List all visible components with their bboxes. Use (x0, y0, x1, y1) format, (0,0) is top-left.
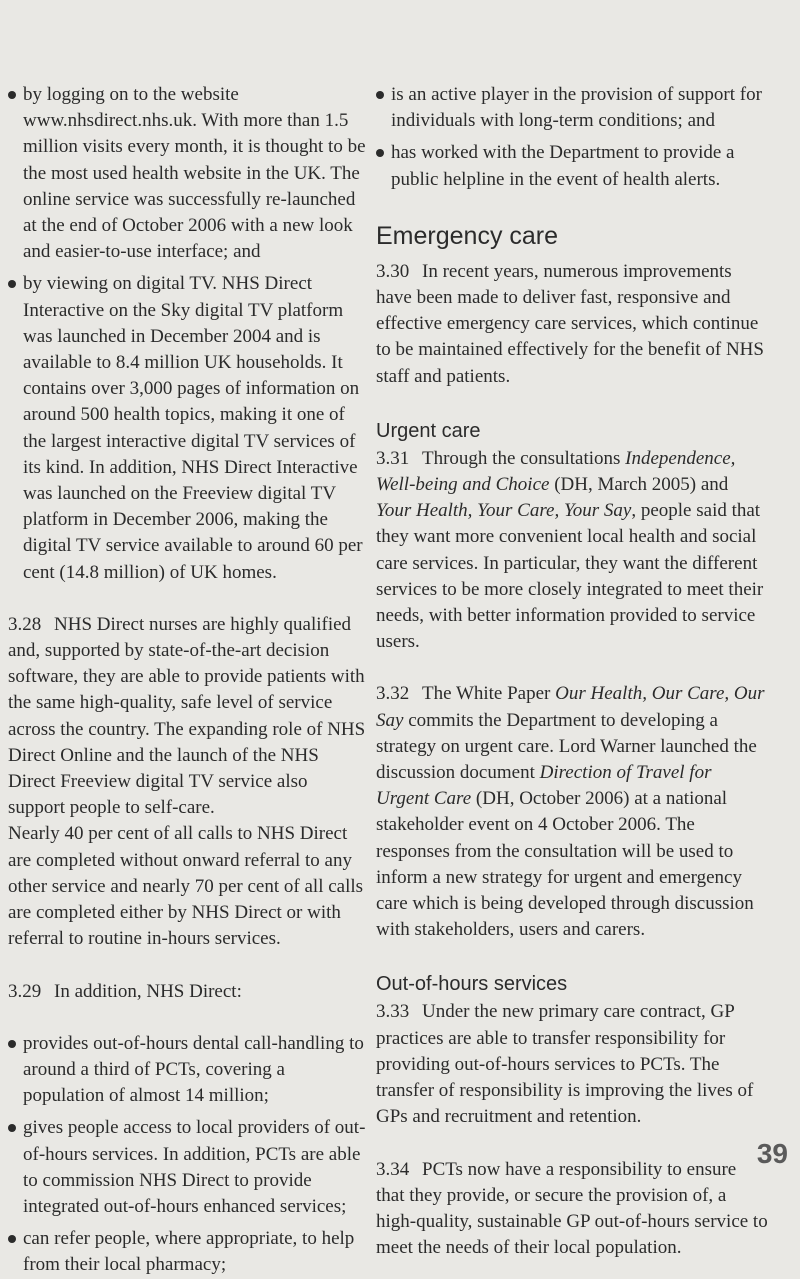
paragraph-text: , people said that they want more convenient local health and social care services. In particular, they want the different services to be more closely integrated to meet their needs, with better information provided to service users. (376, 500, 764, 653)
paragraph-3-34 (376, 1157, 768, 1262)
bullet-pharmacy (8, 1226, 368, 1278)
bullet-long-term-conditions (376, 82, 768, 134)
heading-emergency-care: Emergency care (376, 221, 559, 250)
paragraph-3-28-cont: Nearly 40 per cent of all calls to NHS Direct are completed without onward referral to any other service and nearly 70 per cent of all calls are completed either by NHS Direct or with referral to routine in-hours services. (8, 823, 364, 950)
bullet-icon (8, 280, 16, 288)
paragraph-text: Through the consultations (422, 447, 626, 469)
document-title: Your Health, Your Care, Your Say (376, 500, 632, 522)
paragraph-number: 3.30 (376, 260, 410, 282)
bullet-text: by viewing on digital TV. NHS Direct Interactive on the Sky digital TV platform was launched in December 2004 and is available to 8.4 million UK households. It contains over 3,000 pages of information on around 500 health topics, making it one of the largest interactive digital TV services of its kind. In addition, NHS Direct Interactive was launched on the Freeview digital TV platform in December 2006, making the digital TV service available to around 60 per cent (14.8 million) of UK homes. (23, 273, 363, 583)
right-column (376, 82, 768, 1261)
bullet-digital-tv (8, 271, 368, 585)
paragraph-text: commits the Department to developing a strategy on urgent care. Lord Warner launched the discussion document (376, 709, 757, 784)
paragraph-number: 3.32 (376, 683, 410, 705)
paragraph-text: Under the new primary care contract, GP practices are able to transfer responsibility for providing out-of-hours services to PCTs. The transfer of responsibility is improving the lives of GPs and recruitment and retention. (376, 1001, 754, 1128)
paragraph-3-30 (376, 259, 768, 390)
bullet-text: can refer people, where appropriate, to help from their local pharmacy; (23, 1228, 355, 1276)
paragraph-text: In recent years, numerous improvements have been made to deliver fast, responsive and effective emergency care services, which continue to be maintained effectively for the benefit of NHS staff and patients. (376, 260, 764, 387)
bullet-text: has worked with the Department to provide a public helpline in the event of health alerts. (391, 142, 735, 190)
paragraph-number: 3.29 (8, 980, 42, 1002)
bullet-text: is an active player in the provision of support for individuals with long-term conditions; and (391, 84, 762, 132)
bullet-icon (376, 91, 384, 99)
left-column (8, 82, 368, 1279)
page-number: 39 (756, 1138, 788, 1169)
bullet-icon (8, 1235, 16, 1243)
bullet-icon (8, 91, 16, 99)
paragraph-text: In addition, NHS Direct: (54, 980, 242, 1002)
document-title: Direction of Travel for Urgent Care (376, 762, 712, 810)
heading-urgent-care: Urgent care (376, 419, 481, 442)
paragraph-text: (DH, October 2006) at a national stakeholder event on 4 October 2006. The responses from the consultation will be used to inform a new strategy for urgent and emergency care which is being developed through discussion with stakeholders, users and carers. (376, 788, 754, 941)
paragraph-3-28 (8, 612, 368, 822)
paragraph-number: 3.33 (376, 1001, 410, 1023)
bullet-website (8, 82, 368, 265)
bullet-text: by logging on to the website www.nhsdirect.nhs.uk. With more than 1.5 million visits every month, it is thought to be the most used health website in the UK. The online service was successfully re-launched at the end of October 2006 with a new look and easier-to-use interface; and (23, 84, 366, 263)
heading-out-of-hours: Out-of-hours services (376, 973, 568, 996)
bullet-text: gives people access to local providers of out-of-hours services. In addition, PCTs are able to commission NHS Direct to provide integrated out-of-hours enhanced services; (23, 1117, 366, 1217)
paragraph-text: PCTs now have a responsibility to ensure that they provide, or secure the provision of, a high-quality, sustainable GP out-of-hours service to meet the needs of their local population. (376, 1158, 768, 1259)
bullet-icon (8, 1040, 16, 1048)
paragraph-3-29 (8, 979, 368, 1005)
paragraph-text: NHS Direct nurses are highly qualified and, supported by state-of-the-art decision software, they are able to provide patients with the same high-quality, safe level of service across the country. The expanding role of NHS Direct Online and the launch of the NHS Direct Freeview digital TV service also support people to self-care. (8, 613, 366, 819)
bullet-local-providers (8, 1115, 368, 1220)
paragraph-3-33 (376, 999, 768, 1130)
paragraph-number: 3.31 (376, 447, 410, 469)
paragraph-number: 3.28 (8, 613, 42, 635)
bullet-icon (8, 1124, 16, 1132)
document-title: Independence, Well-being and Choice (376, 447, 736, 496)
paragraph-3-31 (376, 446, 768, 656)
bullet-health-alerts (376, 140, 768, 192)
paragraph-number: 3.34 (376, 1158, 410, 1180)
bullet-dental (8, 1031, 368, 1110)
paragraph-text: The White Paper (422, 683, 556, 705)
bullet-text: provides out-of-hours dental call-handling to around a third of PCTs, covering a population of almost 14 million; (23, 1032, 364, 1107)
paragraph-3-32 (376, 681, 768, 943)
document-title: Our Health, Our Care, Our Say (376, 683, 765, 731)
bullet-icon (376, 149, 384, 157)
paragraph-text: (DH, March 2005) and (549, 474, 729, 496)
